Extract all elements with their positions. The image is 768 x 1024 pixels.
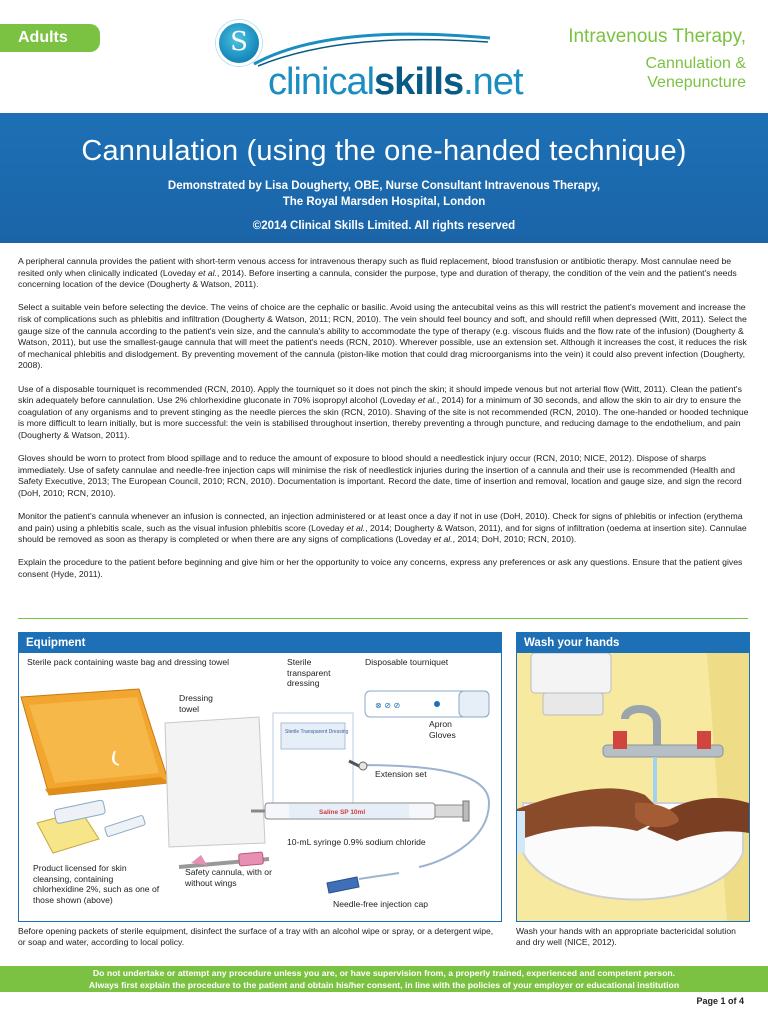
hand-washing-drawing	[517, 653, 749, 921]
divider	[18, 618, 748, 619]
dressing-print-text: Sterile Transparent Dressing	[285, 729, 349, 735]
equipment-panel	[18, 632, 502, 922]
label-tourniquet: Disposable tourniquet	[365, 657, 449, 667]
page-header	[0, 0, 768, 113]
safety-notice: Do not undertake or attempt any procedure unless you are, or have supervision from, a properly trained, experienced and competent person. Always first explain the procedure to the patient and obtain his/her consent, in line with the policies of your employer or educational institution	[0, 966, 768, 992]
equipment-illustration	[19, 653, 501, 921]
intro-text	[18, 256, 750, 592]
syringe-print-text: Saline SP 10ml	[319, 809, 366, 816]
logo-icon: S	[216, 20, 262, 66]
label-syringe: 10-mL syringe 0.9% sodium chloride	[287, 837, 426, 847]
label-needle-free-cap: Needle-free injection cap	[333, 899, 429, 909]
category-title: Intravenous Therapy, Cannulation & Venepuncture	[568, 26, 746, 91]
paragraph: Gloves should be worn to protect from blood spillage and to reduce the amount of exposure to blood should a needlestick injury occur (RCN, 2010; NICE, 2012). Dispose of sharps immediately. Use of safety cannulae and needle-free injection caps will minimise the risk of needlestick injuries during the insertion of a cannula and their use is recommended (Health and Safety Executive, 2013; The European Council, 2010; RCN, 2010). Documentation is important. Record the date, time of insertion and removal, location and gauge size, and sign the record (DoH, 2010; RCN, 2010).	[18, 453, 742, 498]
site-logo: clinicalskills.net	[268, 61, 523, 103]
transparent-dressing-icon	[273, 713, 353, 803]
chlorhexidine-products-icon	[37, 800, 146, 853]
paragraph: A peripheral cannula provides the patient with short-term venous access for intravenous therapy such as fluid replacement, blood transfusion or antibiotic therapy. Most cannulae need be resited only when clinically indicated (Loveday et al., 2014). Before inserting a cannula, consider the purpose, type and duration of therapy, the condition of the vein and the patient's needs concerning location of the device (Dougherty & Watson, 2011).	[18, 256, 737, 290]
paragraph: Monitor the patient's cannula whenever an infusion is connected, an injection administered or at least once a day if not in use (DoH, 2010). Check for signs of phlebitis or infection (erythema and pain) using a phlebitis scale, such as the visual infusion phlebitis score (Loveday et al., 2014; Dougherty & Watson, 2011), and for signs of infiltration (oedema at insertion site). Cannulae should be removed as soon as therapy is completed or when there are any signs of complications (Loveday et al., 2014; DoH, 2010; RCN, 2010).	[18, 511, 747, 545]
demonstrator-credit: Demonstrated by Lisa Dougherty, OBE, Nurse Consultant Intravenous Therapy, The Royal Marsden Hospital, London	[167, 180, 601, 208]
paragraph: Explain the procedure to the patient before beginning and give him or her the opportunity to voice any concerns, express any preferences or ask any questions. Ensure that the patient gives consent (Hyde, 2011).	[18, 557, 743, 580]
label-sterile-pack: Sterile pack containing waste bag and dressing towel	[27, 657, 230, 667]
paragraph: Select a suitable vein before selecting the device. The veins of choice are the cephalic or basilic. Avoid using the antecubital veins as this will restrict the patient's movement and increase the risk of complications such as phlebitis and infiltration (Dougherty & Watson, 2011; RCN, 2010). The vein should feel bouncy and soft, and should refill when depressed (Witt, 2011). Select the gauge size of the cannula according to the patient's vein size, and the cannula's ability to accommodate the type of therapy (e.g. viscous fluids and the flow rate of the infusion) (Dougherty & Watson, 2011), but use the smallest-gauge cannula that will meet the patient's needs (RCN, 2010). Wherever possible, use an extension set. Although it increases the cost, it reduces the risk of mechanical phlebitis and dislodgement. By preventing movement of the cannula (piston-like motion that could drag microorganisms into the vein) it could also prevent infection (Dougherty, 2008).	[18, 302, 747, 371]
needle-free-cap-icon	[327, 873, 399, 893]
sterile-pack-icon	[21, 689, 169, 795]
label-extension-set: Extension set	[375, 769, 427, 779]
title-banner	[0, 113, 768, 243]
wash-hands-caption: Wash your hands with an appropriate bactericidal solution and dry well (NICE, 2012).	[516, 926, 736, 947]
wash-hands-heading: Wash your hands	[517, 633, 749, 653]
equipment-heading: Equipment	[19, 633, 501, 653]
copyright: ©2014 Clinical Skills Limited. All rights reserved	[252, 220, 516, 232]
label-apron: Apron	[429, 719, 452, 729]
dressing-towel-icon	[165, 717, 265, 847]
label-transparent-dressing: Sterile transparent dressing	[287, 657, 331, 688]
label-dressing-towel: Dressing towel	[179, 693, 213, 714]
audience-tab: Adults	[0, 24, 100, 52]
wash-hands-illustration	[517, 653, 749, 921]
label-gloves: Gloves	[429, 730, 456, 740]
page-number: Page 1 of 4	[696, 996, 744, 1006]
syringe-icon	[251, 801, 469, 821]
safety-cannula-icon	[179, 852, 269, 867]
tourniquet-icon	[365, 691, 489, 717]
svg-text:⊗ ⊘ ⊘: ⊗ ⊘ ⊘	[375, 701, 401, 710]
page-title: Cannulation (using the one-handed technique)	[81, 135, 687, 167]
paragraph: Use of a disposable tourniquet is recommended (RCN, 2010). Apply the tourniquet so it does not pinch the skin; it should impede venous but not arterial flow (Witt, 2011). Clean the patient's skin adequately before cannulation. Use 2% chlorhexidine gluconate in 70% isopropyl alcohol (Loveday et al., 2014) for a minimum of 30 seconds, and allow the skin to air dry to ensure the coagulation of any organisms and to prevent stinging as the needle pierces the skin (RCN, 2010). Shaving of the site is not recommended (RCN, 2010). The one-handed or hooded technique is more difficult to learn initially, but is more successful: the vein is stabilised throughout insertion, thereby preventing a through puncture, and reducing damage to the endothelium, and pain (Dougherty & Watson, 2011).	[18, 383, 749, 440]
equipment-caption: Before opening packets of sterile equipment, disinfect the surface of a tray with an alcohol wipe or spray, or a detergent wipe, or soap and water, according to local policy.	[18, 926, 494, 947]
label-chlorhexidine: Product licensed for skin cleansing, containing chlorhexidine 2%, such as one of those shown (above)	[33, 863, 160, 905]
wash-hands-panel	[516, 632, 750, 922]
label-safety-cannula: Safety cannula, with or without wings	[185, 867, 272, 888]
